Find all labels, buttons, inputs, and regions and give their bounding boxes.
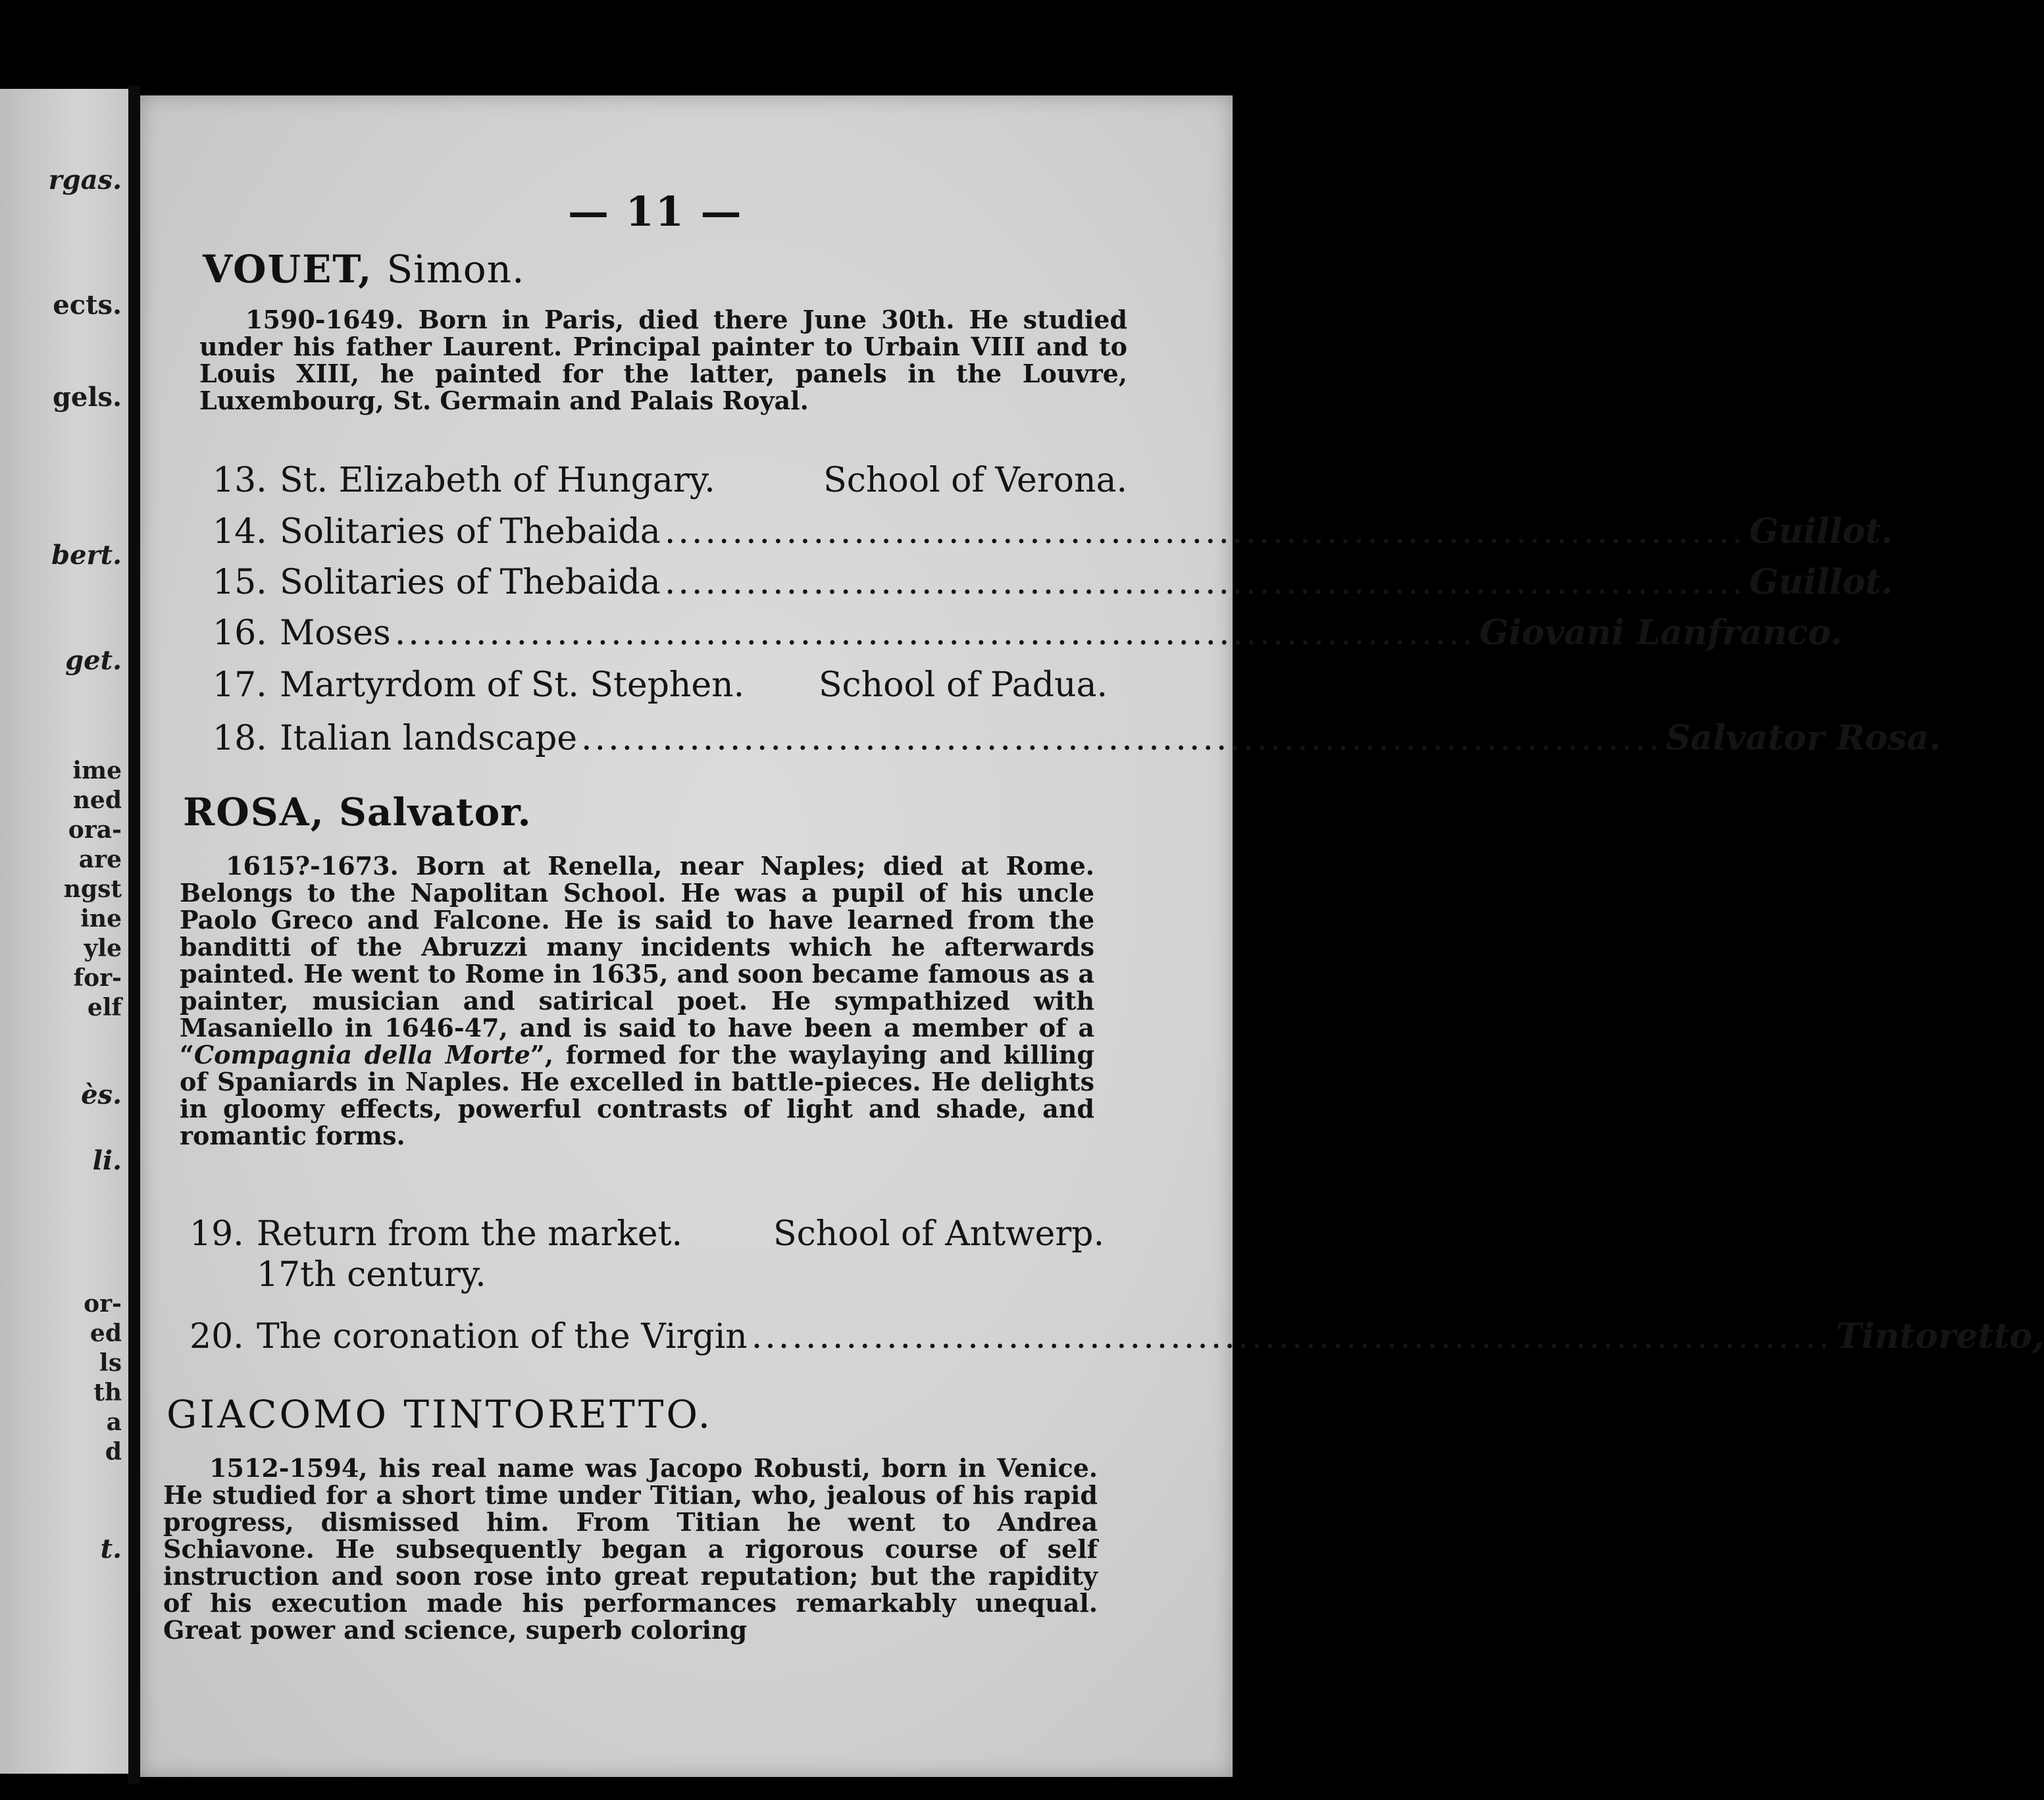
adjacent-page-text-fragment: ngst [63,875,122,903]
page-gutter [128,86,140,1784]
leader-dots: ................................................................................ [581,719,1662,758]
bio-text: 1512-1594, his real name was Jacopo Robusti, born in Venice. He studied for a short time under Titian, who, jealous of his rapid progress, dismissed him. From Titian he went to Andrea Schiavone. He subsequently began a rigorous course of self instruction and soon rose into great reputation; but the rapidity of his execution made his performances remarkably unequal. Great power and science, superb coloring [163,1453,1098,1645]
bio-text: 1615?-1673. Born at Renella, near Naples; died at Rome. Belongs to the Napolitan School. He was a pupil of his uncle Paolo Greco and Falcone. He is said to have learned from the banditti of the Abruzzi many incidents which he afterwards painted. He went to Rome in 1635, and soon became famous as a painter, musician and satirical poet. He sympathized with Masaniello in 1646-47, and is said to have been a member of a “ [180,851,1094,1069]
artist-bio-vouet [199,306,1127,414]
artist-heading-vouet [203,247,524,292]
item-title: Moses [280,613,391,653]
item-title: Solitaries of Thebaida [280,512,661,552]
adjacent-page-text-fragment: ora- [68,816,122,844]
adjacent-page-text-fragment: gels. [52,382,122,413]
adjacent-page-text-fragment: rgas. [48,165,122,195]
item-title: Return from the market. [257,1214,683,1254]
adjacent-page-text-fragment: elf [87,994,122,1021]
item-attribution: Guillot. [1749,562,1893,602]
catalogue-item-19 [190,1214,1104,1295]
adjacent-page-text-fragment: ine [80,905,122,933]
catalogue-item-14 [213,511,1893,552]
artist-bio-tintoretto [163,1454,1098,1643]
catalogue-page [140,95,2044,1777]
leader-dots: ................................................................................ [664,512,1746,552]
artist-given-name: Simon. [386,247,525,292]
item-attribution: Giovani Lanfranco. [1479,613,1843,653]
item-title: St. Elizabeth of Hungary. [280,461,715,500]
item-attribution: Salvator Rosa. [1666,718,1941,758]
adjacent-page-text-fragment: are [78,846,122,873]
artist-given-name: Salvator. [339,790,532,835]
adjacent-page-text-fragment: or- [84,1290,122,1318]
adjacent-page-text-fragment: ned [72,786,122,814]
adjacent-page-text-fragment: t. [100,1533,122,1564]
item-number: 18. [213,719,267,758]
adjacent-page-text-fragment: yle [84,935,122,962]
page-number: — 11 — [568,188,743,236]
bio-emphasis: Compagnia della Morte [193,1040,530,1069]
item-number: 19. [190,1214,244,1254]
catalogue-item-16 [213,613,1843,653]
adjacent-page-text-fragment: ed [89,1320,122,1347]
adjacent-page-fragment [0,89,128,1774]
item-attribution: School of Padua. [818,665,1108,705]
adjacent-page-text-fragment: ime [72,757,122,784]
adjacent-page-text-fragment: get. [65,645,122,676]
item-title: The coronation of the Virgin [257,1317,748,1356]
catalogue-item-17 [213,665,1108,705]
adjacent-page-text-fragment: bert. [51,540,122,571]
item-number: 15. [213,563,267,602]
item-attribution: School of Verona. [823,461,1127,500]
item-number: 13. [213,461,267,500]
adjacent-page-text-fragment: a [106,1408,122,1436]
catalogue-item-15 [213,562,1893,602]
artist-surname: VOUET, [203,247,373,292]
item-attribution: Tintoretto, [1836,1316,2044,1356]
catalogue-item-20 [190,1316,2044,1356]
adjacent-page-text-fragment: ls [99,1349,122,1377]
leader-dots: ................................................................................ [664,563,1746,602]
artist-bio-rosa [180,852,1094,1149]
artist-heading-rosa [183,790,532,835]
leader-dots: ................................................................................ [751,1317,1833,1356]
catalogue-item-18 [213,718,1941,758]
adjacent-page-text-fragment: d [105,1438,122,1466]
adjacent-page-text-fragment: ès. [81,1079,122,1110]
item-number: 17. [213,665,267,705]
item-title: Solitaries of Thebaida [280,563,661,602]
item-number: 14. [213,512,267,552]
item-number: 16. [213,613,267,653]
item-title: Italian landscape [280,719,578,758]
artist-surname: ROSA, [183,790,325,835]
item-continuation: 17th century. [257,1255,486,1295]
bio-text-cont: ”, formed for the waylaying and killing of Spaniards in Naples. He excelled in battle-pieces. He delights in gloomy effects, powerful contrasts of light and shade, and romantic forms. [180,1040,1094,1150]
item-attribution: School of Antwerp. [773,1214,1104,1254]
item-title: Martyrdom of St. Stephen. [280,665,745,705]
item-number: 20. [190,1317,244,1356]
bio-text: 1590-1649. Born in Paris, died there June 30th. He studied under his father Laurent. Principal painter to Urbain VIII and to Louis XIII, he painted for the latter, panels in the Louvre, Luxembourg, St. Germain and Palais Royal. [199,305,1127,415]
adjacent-page-text-fragment: ects. [53,290,122,321]
adjacent-page-text-fragment: th [93,1379,122,1406]
item-attribution: Guillot. [1749,511,1893,552]
artist-heading-tintoretto: GIACOMO TINTORETTO. [166,1392,713,1437]
catalogue-item-13 [213,461,1127,500]
adjacent-page-text-fragment: for- [73,964,122,992]
leader-dots: ................................................................................ [394,613,1476,653]
adjacent-page-text-fragment: li. [92,1145,122,1176]
